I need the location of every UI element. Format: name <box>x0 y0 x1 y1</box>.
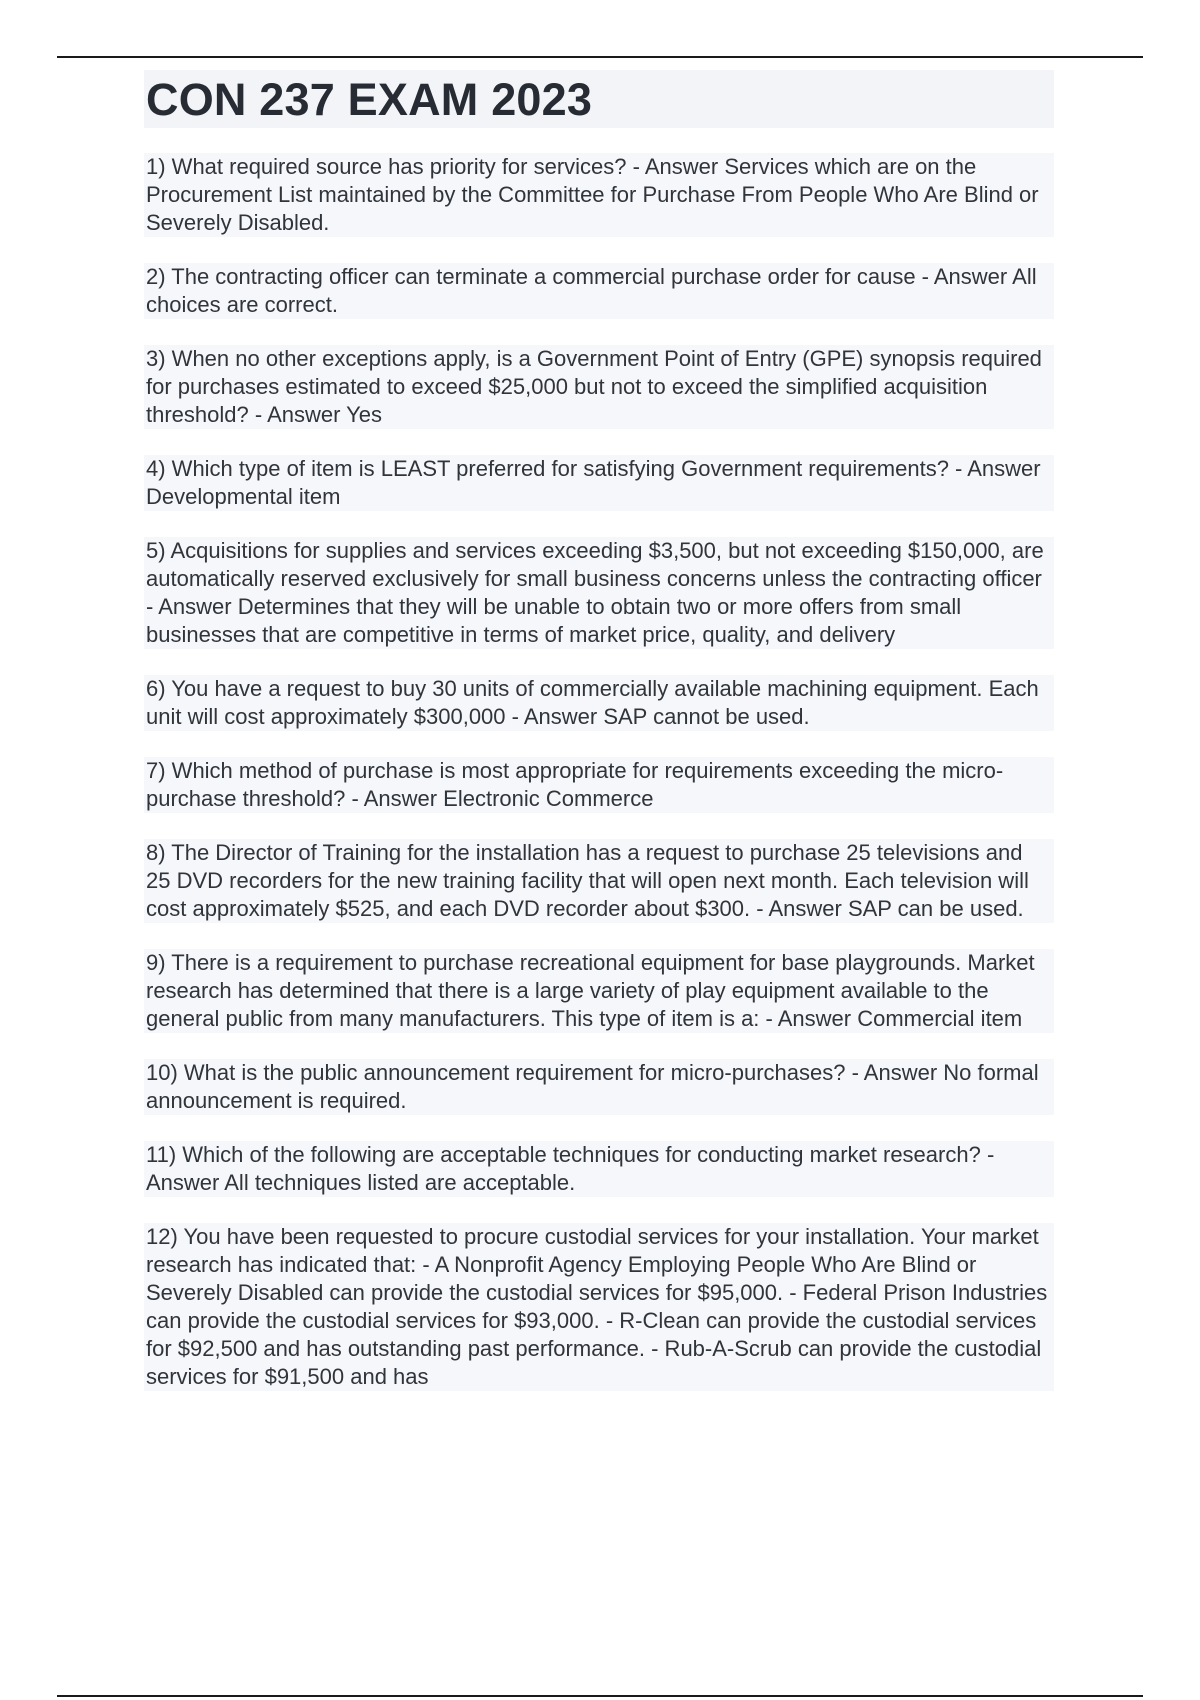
question-6: 6) You have a request to buy 30 units of commercially available machining equipment. Each unit will cost approximately $300,000 - Answer SAP cannot be used. <box>144 675 1054 731</box>
document-page <box>144 70 1054 1391</box>
question-9: 9) There is a requirement to purchase recreational equipment for base playgrounds. Market research has determined that there is a large variety of play equipment available to the general public from many manufacturers. This type of item is a: - Answer Commercial item <box>144 949 1054 1033</box>
bottom-rule <box>57 1695 1143 1697</box>
question-3: 3) When no other exceptions apply, is a Government Point of Entry (GPE) synopsis required for purchases estimated to exceed $25,000 but not to exceed the simplified acquisition threshold? - Answer Yes <box>144 345 1054 429</box>
question-2: 2) The contracting officer can terminate a commercial purchase order for cause - Answer All choices are correct. <box>144 263 1054 319</box>
question-10: 10) What is the public announcement requirement for micro-purchases? - Answer No formal announcement is required. <box>144 1059 1054 1115</box>
question-12: 12) You have been requested to procure custodial services for your installation. Your market research has indicated that: - A Nonprofit Agency Employing People Who Are Blind or Severely Disabled can provide the custodial services for $95,000. - Federal Prison Industries can provide the custodial services for $93,000. - R-Clean can provide the custodial services for $92,500 and has outstanding past performance. - Rub-A-Scrub can provide the custodial services for $91,500 and has <box>144 1223 1054 1391</box>
top-rule <box>57 56 1143 58</box>
question-5: 5) Acquisitions for supplies and services exceeding $3,500, but not exceeding $150,000, are automatically reserved exclusively for small business concerns unless the contracting officer - Answer Determines that they will be unable to obtain two or more offers from small businesses that are competitive in terms of market price, quality, and delivery <box>144 537 1054 649</box>
page-title: CON 237 EXAM 2023 <box>144 70 1054 128</box>
question-8: 8) The Director of Training for the installation has a request to purchase 25 televisions and 25 DVD recorders for the new training facility that will open next month. Each television will cost approximately $525, and each DVD recorder about $300. - Answer SAP can be used. <box>144 839 1054 923</box>
question-4: 4) Which type of item is LEAST preferred for satisfying Government requirements? - Answer Developmental item <box>144 455 1054 511</box>
question-7: 7) Which method of purchase is most appropriate for requirements exceeding the micro-purchase threshold? - Answer Electronic Commerce <box>144 757 1054 813</box>
question-11: 11) Which of the following are acceptable techniques for conducting market research? - Answer All techniques listed are acceptable. <box>144 1141 1054 1197</box>
question-1: 1) What required source has priority for services? - Answer Services which are on the Procurement List maintained by the Committee for Purchase From People Who Are Blind or Severely Disabled. <box>144 153 1054 237</box>
